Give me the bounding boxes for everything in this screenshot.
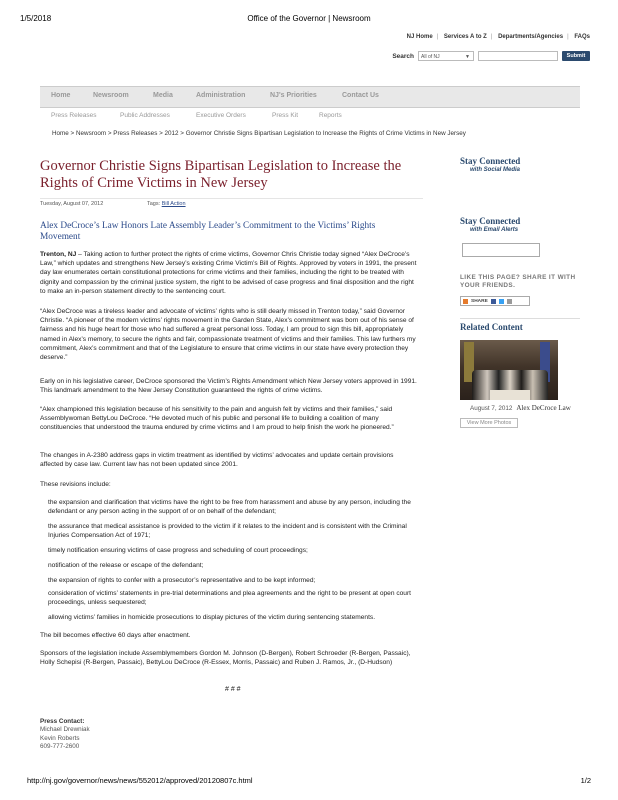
related-heading: Related Content (460, 322, 523, 332)
nav-newsroom[interactable]: Newsroom (93, 92, 129, 99)
revision-item: the expansion and clarification that victims have the right to be free from harassment and abuse by any person, including the defendant or any person acting in the support of or on behalf of the defendant; (48, 499, 411, 516)
print-title: Office of the Governor | Newsroom (247, 14, 371, 23)
press-contact (40, 718, 90, 752)
revision-item: timely notification ensuring victims of case progress and scheduling of court proceedings; (48, 547, 308, 554)
search-submit-button[interactable]: Submit (562, 51, 590, 61)
effective-paragraph: The bill becomes effective 60 days after enactment. (40, 632, 191, 639)
social-subheading[interactable]: with Social Media (470, 167, 521, 173)
subnav-public-addresses[interactable]: Public Addresses (120, 112, 170, 119)
article-subtitle: Alex DeCroce’s Law Honors Late Assembly Leader’s Commitment to the Victims’ Rights Movement (40, 221, 376, 242)
press-contact-name: Michael Drewniak (40, 726, 90, 734)
search-bar (392, 50, 590, 62)
divider (460, 318, 580, 319)
print-url: http://nj.gov/governor/news/news/552012/approved/20120807c.html (27, 776, 253, 785)
revisions-intro: These revisions include: (40, 481, 111, 488)
search-input[interactable] (478, 51, 558, 61)
press-contact-name: Kevin Roberts (40, 734, 80, 742)
social-heading: Stay Connected (460, 156, 521, 166)
press-contact-label: Press Contact: (40, 718, 85, 725)
article-meta (40, 198, 423, 207)
print-page-number: 1/2 (580, 776, 591, 785)
revision-item: allowing victims’ families in homicide prosecutions to display pictures of the victim during sentencing statements. (48, 614, 376, 621)
quote-assemblywoman: “Alex championed this legislation because of his sensitivity to the pain and anguish felt by victims and their families,” said Assemblywoman BettyLou DeCroce. “He devoted much of his public and personal life to building a coalition of many constituencies that understood the trauma endured by crime victims and I am proud to help finish the work he pioneered.” (40, 406, 394, 432)
print-date: 1/5/2018 (20, 14, 52, 23)
quote-governor: “Alex DeCroce was a tireless leader and advocate of victims’ rights who is still dearly missed in Trenton today,” said Governor Christie. “A pioneer of the modern victims’ rights movement in the Garden State, Alex’s commitment was born out of his sense of fairness and his huge heart for those who had suffered a great personal loss. Today, I am proud to sign this bill, appropriately named in Alex’s memory, to secure the rights and fair, compassionate treatment of victims and their families. This law furthers my commitment, Alex’s commitment and that of the Legislature to ensure that crime victims in our state have every protection they deserve.” (40, 308, 416, 362)
page-title: Governor Christie Signs Bipartisan Legislation to Increase the Rights of Crime Victims in New Jersey (40, 158, 402, 191)
photo-date: August 7, 2012 (470, 405, 513, 412)
history-paragraph: Early on in his legislative career, DeCroce sponsored the Victim’s Rights Amendment which New Jersey voters approved in 1991. This landmark amendment to the New Jersey Constitution guaranteed the rights of crime victims. (40, 378, 417, 395)
search-label: Search (392, 52, 414, 60)
share-button[interactable]: SHARE (460, 296, 530, 306)
email-subheading[interactable]: with Email Alerts (470, 227, 519, 233)
press-contact-phone: 609-777-2600 (40, 743, 80, 751)
link-nj-home[interactable]: NJ Home (406, 34, 433, 40)
share-icon (463, 299, 468, 304)
twitter-icon (499, 299, 504, 304)
secondary-nav (40, 110, 580, 124)
photo-caption (470, 404, 571, 412)
link-faqs[interactable]: FAQs (574, 34, 590, 40)
email-signup-input[interactable] (462, 243, 540, 257)
chevron-down-icon: ▼ (465, 54, 470, 60)
email-icon (507, 299, 512, 304)
tag-link[interactable]: Bill Action (161, 201, 186, 207)
print-footer (27, 776, 591, 788)
photo-title[interactable]: Alex DeCroce Law (516, 404, 571, 412)
revision-item: notification of the release or escape of the defendant; (48, 562, 204, 569)
link-departments[interactable]: Departments/Agencies (498, 34, 564, 40)
subnav-press-releases[interactable]: Press Releases (51, 112, 97, 119)
facebook-icon (491, 299, 496, 304)
related-photo[interactable] (460, 340, 558, 400)
nav-priorities[interactable]: NJ's Priorities (270, 92, 317, 99)
article-tags: Tags: Bill Action (147, 201, 186, 207)
subnav-executive-orders[interactable]: Executive Orders (196, 112, 246, 119)
nav-administration[interactable]: Administration (196, 92, 246, 99)
share-prompt: LIKE THIS PAGE? SHARE IT WITH YOUR FRIENDS. (460, 274, 576, 290)
subnav-press-kit[interactable]: Press Kit (272, 112, 299, 119)
breadcrumb[interactable]: Home > Newsroom > Press Releases > 2012 > Governor Christie Signs Bipartisan Legislation to Increase the Rights of Crime Victims in New Jersey (52, 130, 466, 137)
revision-item: consideration of victims’ statements in pre-trial determinations and plea agreements and the right to be present at open court proceedings, unless sequestered; (48, 590, 411, 607)
nav-home[interactable]: Home (51, 92, 71, 99)
search-scope-select[interactable]: All of NJ ▼ (418, 51, 474, 61)
print-header (20, 14, 598, 26)
revision-item: the expansion of rights to confer with a prosecutor’s representative and to be kept informed; (48, 577, 316, 584)
lead-paragraph: Trenton, NJ – Taking action to further protect the rights of crime victims, Governor Chris Christie today signed “Alex DeCroce’s Law,” which updates and strengthens New Jersey’s existing Crime Victim’s Bill of Rights. Approved by voters in 1991, the present day law enumerates certain constitutional protections for crime victims and their families, including the right to be treated with dignity and compassion by the criminal justice system, the right to be advised of case progress and final disposition and the right to make an in-person statement directly to the sentencing court. (40, 251, 417, 295)
primary-nav (40, 86, 580, 108)
end-mark: # # # (225, 686, 241, 693)
article-date: Tuesday, August 07, 2012 (40, 201, 104, 207)
email-heading: Stay Connected (460, 216, 521, 226)
changes-paragraph: The changes in A-2380 address gaps in victim treatment as identified by victims’ advocates and update certain provisions affected by case law. Current law has not been updated since 2001. (40, 452, 394, 469)
sponsors-paragraph: Sponsors of the legislation include Assemblymembers Gordon M. Johnson (D-Bergen), Robert Schroeder (R-Bergen, Passaic), Holly Schepisi (R-Bergen, Passaic), BettyLou DeCroce (R-Essex, Morris, Passaic) and Ruben J. Ramos, Jr., (D-Hudson) (40, 650, 411, 667)
revision-item: the assurance that medical assistance is provided to the victim if it relates to the incident and is consistent with the Criminal Injuries Compensation Act of 1971; (48, 523, 407, 540)
subnav-reports[interactable]: Reports (319, 112, 342, 119)
nav-media[interactable]: Media (153, 92, 173, 99)
link-services[interactable]: Services A to Z (443, 34, 487, 40)
view-more-photos-button[interactable]: View More Photos (460, 418, 518, 428)
top-links: NJ Home | Services A to Z | Departments/Agencies | FAQs (406, 34, 590, 40)
nav-contact[interactable]: Contact Us (342, 92, 379, 99)
